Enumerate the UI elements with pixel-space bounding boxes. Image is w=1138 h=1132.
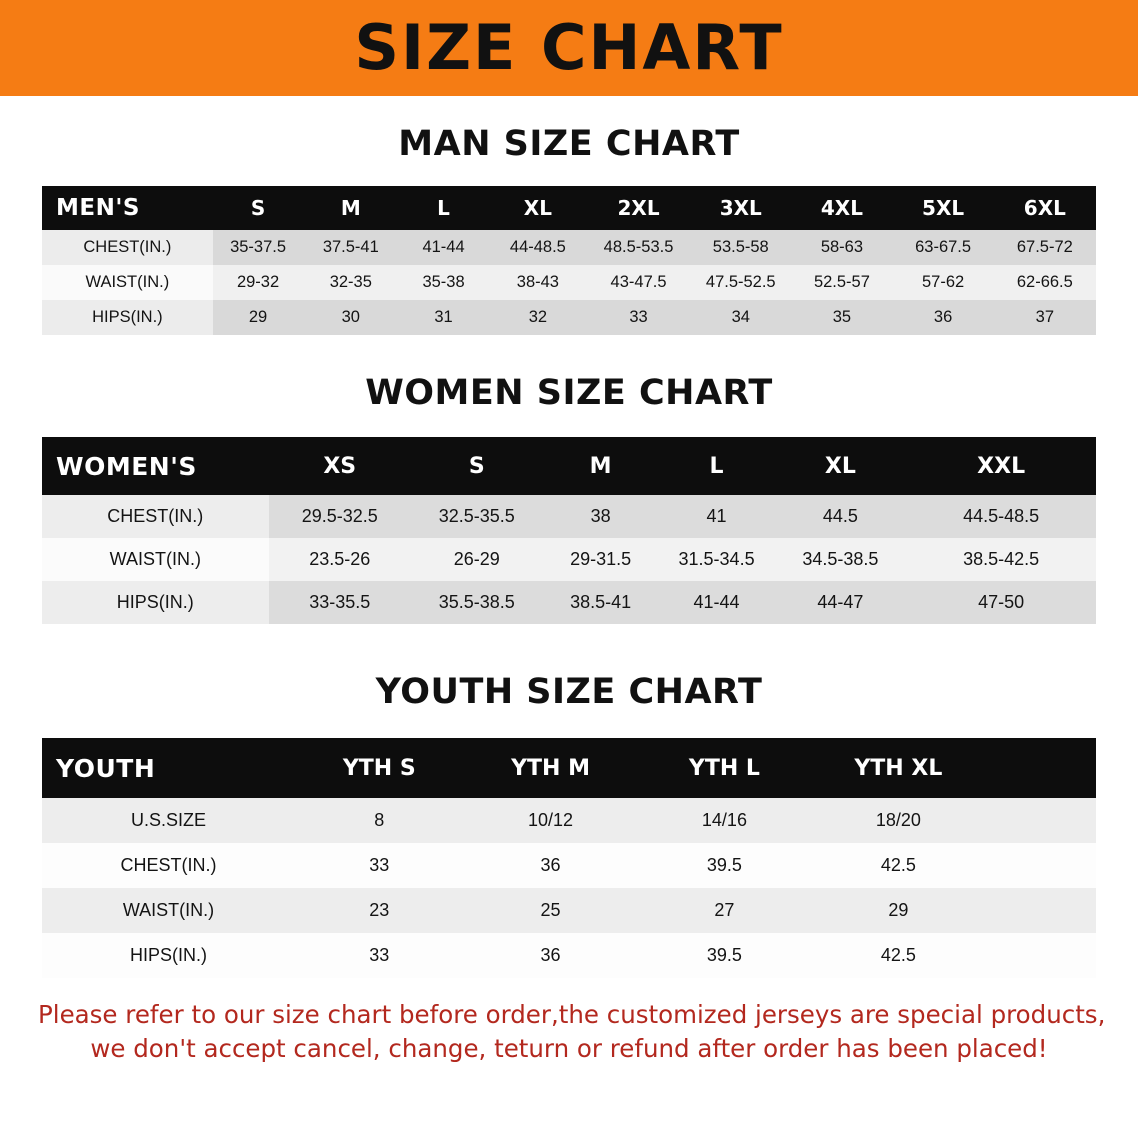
youth-cell-3-spacer — [985, 933, 1096, 978]
man-row-2-label: HIPS(IN.) — [42, 300, 213, 335]
man-cell-1-3: 38-43 — [516, 273, 559, 291]
man-cell-2-7: 36 — [933, 308, 953, 326]
women-col-3: L — [659, 437, 775, 495]
policy-note-line-1: Please refer to our size chart before order,the customized jerseys are special products, — [38, 1000, 1106, 1029]
youth-table-wrapper — [42, 738, 1096, 978]
man-col-8: 6XL — [994, 186, 1096, 230]
youth-cell-0-1: 10/12 — [528, 810, 574, 830]
table-row — [42, 843, 1096, 888]
women-cell-0-2: 38 — [590, 506, 611, 526]
man-col-6: 4XL — [791, 186, 892, 230]
youth-row-0-label: U.S.SIZE — [130, 810, 206, 830]
women-row-1-label: WAIST(IN.) — [42, 538, 269, 581]
women-cell-1-5: 38.5-42.5 — [963, 549, 1040, 569]
youth-cell-0-0: 8 — [374, 810, 385, 830]
man-row-1-label: WAIST(IN.) — [42, 265, 213, 300]
youth-cell-0-2: 14/16 — [701, 810, 747, 830]
women-cell-2-0: 33-35.5 — [309, 592, 371, 612]
women-col-0: XS — [269, 437, 411, 495]
man-cell-1-1: 32-35 — [329, 273, 372, 291]
youth-row-2-label: WAIST(IN.) — [122, 900, 215, 920]
women-cell-2-4: 44-47 — [817, 592, 864, 612]
man-cell-2-4: 33 — [629, 308, 648, 326]
women-col-1: S — [411, 437, 543, 495]
women-size-table — [42, 437, 1096, 624]
man-cell-1-0: 29-32 — [236, 273, 280, 291]
policy-note — [38, 998, 1106, 1066]
man-table-header-row — [42, 186, 1096, 230]
women-col-2: M — [543, 437, 659, 495]
youth-cell-1-0: 33 — [369, 855, 390, 875]
women-col-4: XL — [775, 437, 907, 495]
man-col-0: S — [213, 186, 304, 230]
women-cell-1-2: 29-31.5 — [570, 549, 632, 569]
table-row — [42, 538, 1096, 581]
women-table-wrapper — [42, 437, 1096, 624]
women-cell-1-4: 34.5-38.5 — [802, 549, 879, 569]
man-cell-1-5: 47.5-52.5 — [705, 273, 776, 291]
man-cell-0-3: 44-48.5 — [509, 238, 566, 256]
man-cell-0-0: 35-37.5 — [230, 238, 287, 256]
women-cell-1-0: 23.5-26 — [309, 549, 371, 569]
man-col-4: 2XL — [587, 186, 690, 230]
youth-cell-1-spacer — [985, 843, 1096, 888]
man-cell-0-4: 48.5-53.5 — [603, 238, 674, 256]
youth-cell-2-spacer — [985, 888, 1096, 933]
man-size-table — [42, 186, 1096, 335]
man-col-7: 5XL — [893, 186, 994, 230]
women-cell-1-3: 31.5-34.5 — [678, 549, 755, 569]
women-cell-0-0: 29.5-32.5 — [301, 506, 378, 526]
youth-cell-1-1: 36 — [540, 855, 561, 875]
man-cell-1-8: 62-66.5 — [1016, 273, 1073, 291]
youth-table-header-row — [42, 738, 1096, 798]
women-cell-0-1: 32.5-35.5 — [438, 506, 515, 526]
youth-section-heading: YOUTH SIZE CHART — [375, 672, 763, 712]
youth-cell-0-3: 18/20 — [875, 810, 921, 830]
youth-col-3: YTH XL — [811, 738, 985, 798]
youth-row-header-label: YOUTH — [42, 738, 295, 798]
youth-cell-2-0: 23 — [369, 900, 390, 920]
man-cell-0-5: 53.5-58 — [712, 238, 769, 256]
man-cell-2-1: 30 — [341, 308, 360, 326]
women-cell-1-1: 26-29 — [453, 549, 500, 569]
man-cell-2-3: 32 — [528, 308, 548, 326]
man-col-5: 3XL — [690, 186, 791, 230]
women-cell-2-1: 35.5-38.5 — [438, 592, 515, 612]
man-cell-2-2: 31 — [434, 308, 453, 326]
man-cell-2-5: 34 — [731, 308, 750, 326]
man-cell-1-4: 43-47.5 — [610, 273, 667, 291]
table-row — [42, 888, 1096, 933]
youth-cell-0-spacer — [985, 798, 1096, 843]
man-col-2: L — [398, 186, 489, 230]
youth-cell-2-1: 25 — [540, 900, 561, 920]
youth-cell-3-3: 42.5 — [880, 945, 916, 965]
man-cell-1-7: 57-62 — [922, 273, 965, 291]
women-section-heading: WOMEN SIZE CHART — [365, 373, 773, 413]
page-banner — [0, 0, 1138, 96]
youth-row-3-label: HIPS(IN.) — [129, 945, 207, 965]
man-section-heading: MAN SIZE CHART — [398, 124, 740, 164]
policy-note-line-2: we don't accept cancel, change, teturn or refund after order has been placed! — [90, 1033, 1048, 1063]
table-row — [42, 933, 1096, 978]
man-cell-2-0: 29 — [248, 308, 268, 326]
man-row-header-label: MEN'S — [42, 186, 213, 230]
youth-cell-3-0: 33 — [369, 945, 390, 965]
table-row — [42, 265, 1096, 300]
man-row-0-label: CHEST(IN.) — [42, 230, 213, 265]
women-col-5: XXL — [906, 437, 1096, 495]
youth-cell-1-2: 39.5 — [706, 855, 742, 875]
man-col-1: M — [303, 186, 398, 230]
women-cell-2-5: 47-50 — [978, 592, 1025, 612]
man-cell-0-6: 58-63 — [820, 238, 864, 256]
women-cell-0-5: 44.5-48.5 — [963, 506, 1040, 526]
man-cell-0-2: 41-44 — [422, 238, 465, 256]
table-row — [42, 300, 1096, 335]
man-cell-1-2: 35-38 — [422, 273, 465, 291]
youth-col-spacer — [985, 738, 1096, 798]
women-cell-0-3: 41 — [706, 506, 727, 526]
page-title: SIZE CHART — [354, 11, 784, 84]
youth-cell-2-2: 27 — [714, 900, 735, 920]
man-cell-0-7: 63-67.5 — [915, 238, 972, 256]
man-table-wrapper — [42, 186, 1096, 335]
youth-col-0: YTH S — [295, 738, 464, 798]
youth-cell-3-1: 36 — [540, 945, 561, 965]
women-row-header-label: WOMEN'S — [42, 437, 269, 495]
man-cell-0-1: 37.5-41 — [322, 238, 379, 256]
table-row — [42, 798, 1096, 843]
youth-row-1-label: CHEST(IN.) — [120, 855, 217, 875]
man-cell-1-6: 52.5-57 — [813, 273, 870, 291]
youth-cell-1-3: 42.5 — [880, 855, 916, 875]
youth-cell-2-3: 29 — [888, 900, 909, 920]
women-cell-2-2: 38.5-41 — [570, 592, 632, 612]
youth-size-table — [42, 738, 1096, 978]
man-col-3: XL — [489, 186, 587, 230]
women-cell-0-4: 44.5 — [822, 506, 858, 526]
women-row-2-label: HIPS(IN.) — [42, 581, 269, 624]
man-cell-2-6: 35 — [832, 308, 852, 326]
youth-cell-3-2: 39.5 — [706, 945, 742, 965]
table-row — [42, 495, 1096, 538]
women-cell-2-3: 41-44 — [693, 592, 740, 612]
youth-col-1: YTH M — [464, 738, 638, 798]
women-row-0-label: CHEST(IN.) — [42, 495, 269, 538]
women-table-header-row — [42, 437, 1096, 495]
table-row — [42, 230, 1096, 265]
man-cell-0-8: 67.5-72 — [1016, 238, 1073, 256]
youth-col-2: YTH L — [637, 738, 811, 798]
man-cell-2-8: 37 — [1035, 308, 1055, 326]
table-row — [42, 581, 1096, 624]
